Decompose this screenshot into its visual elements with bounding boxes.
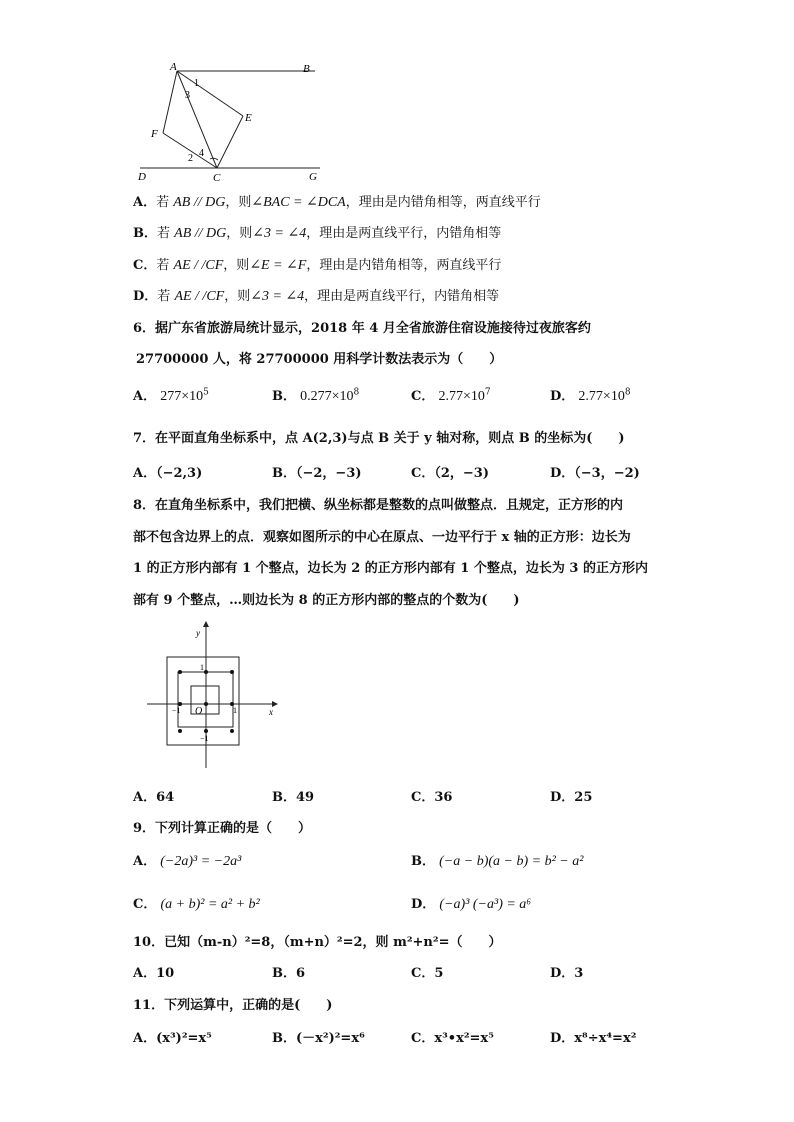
label-B: B [303, 63, 310, 75]
q7-option-c[interactable]: C．（2，−3) [411, 466, 489, 481]
option-label: B． [411, 854, 435, 869]
angle-label-1: 1 [194, 78, 199, 89]
q5-option-b[interactable] [133, 222, 501, 242]
label-F: F [151, 128, 158, 140]
label-C: C [213, 172, 221, 183]
option-label: A． [133, 854, 157, 869]
q8-stem-line1: 8．在直角坐标系中，我们把横、纵坐标都是整数的点叫做整点．且规定，正方形的内 [133, 498, 624, 513]
label-D: D [138, 171, 146, 183]
angle-label-4: 4 [199, 148, 204, 159]
option-label: D． [411, 897, 436, 912]
option-label: B． [272, 389, 296, 404]
q10-option-b[interactable]: B．6 [272, 966, 306, 981]
q10-stem: 10．已知（m-n）²=8，（m+n）²=2，则 m²+n²=（ ） [133, 935, 502, 950]
angle-label-2: 2 [188, 153, 193, 164]
angle-label-3: 3 [185, 90, 190, 101]
text: ，则 [223, 258, 250, 273]
q9-stem: 9．下列计算正确的是（ ） [133, 821, 312, 836]
q7-option-d[interactable]: D．（−3，−2) [550, 466, 640, 481]
option-label: B． [133, 226, 157, 241]
label-A: A [170, 61, 177, 73]
q10-option-d[interactable]: D．3 [550, 966, 584, 981]
math: 0.277×10 [300, 389, 354, 404]
q9-option-c[interactable] [133, 893, 260, 913]
q8-option-a[interactable]: A．64 [133, 790, 175, 805]
exponent: 8 [353, 387, 360, 398]
text: 若 [156, 258, 170, 273]
q7-option-b[interactable]: B．（−2，−3) [272, 466, 362, 481]
q9-option-d[interactable] [411, 893, 531, 913]
exponent: 8 [624, 387, 631, 398]
q6-option-a[interactable] [133, 385, 209, 405]
q11-option-a[interactable]: A．(x³)²=x⁵ [133, 1031, 212, 1046]
math: 277×10 [160, 389, 204, 404]
text: ，理由是内错角相等，两直线平行 [345, 195, 541, 210]
geometry-figure-parallel-lines [130, 58, 330, 183]
text: ，理由是两直线平行，内错角相等 [306, 226, 502, 241]
option-label: C． [411, 389, 435, 404]
text: 若 [157, 289, 171, 304]
math: ∠3 = ∠4 [250, 289, 305, 304]
text: ，则 [225, 195, 252, 210]
y-axis-label: y [196, 628, 200, 638]
text: ，理由是内错角相等，两直线平行 [306, 258, 502, 273]
math: 2.77×10 [438, 389, 485, 404]
math: ∠E = ∠F [249, 258, 307, 273]
tick-label-y1: 1 [200, 663, 204, 672]
math: ∠3 = ∠4 [252, 226, 307, 241]
x-axis-label: x [269, 707, 273, 717]
q5-option-a[interactable] [133, 191, 541, 211]
q8-stem-line3: 1 的正方形内部有 1 个整点，边长为 2 的正方形内部有 1 个整点，边长为 3 的正方形内 [133, 561, 648, 576]
math: (−2a)³ = −2a³ [160, 854, 242, 869]
label-G: G [309, 171, 317, 183]
q6-option-b[interactable] [272, 385, 359, 405]
math: AE / /CF [174, 289, 225, 304]
text: 若 [157, 226, 171, 241]
q8-stem-line2: 部不包含边界上的点．观察如图所示的中心在原点、一边平行于 x 轴的正方形：边长为 [133, 530, 631, 545]
math: (−a)³ (−a³) = a⁶ [439, 897, 532, 912]
exponent: 7 [484, 387, 491, 398]
q5-option-c[interactable] [133, 254, 501, 274]
q5-option-d[interactable] [133, 285, 499, 305]
q11-option-c[interactable]: C．x³•x²=x⁵ [411, 1031, 494, 1046]
q9-option-a[interactable] [133, 850, 241, 870]
text: 若 [156, 195, 170, 210]
text: ，则 [226, 226, 253, 241]
origin-label: O [195, 706, 203, 717]
q6-stem-line2: 27700000 人，将 27700000 用科学计数法表示为（ ） [136, 352, 503, 367]
q8-stem-line4: 部有 9 个整点，…则边长为 8 的正方形内部的整点的个数为( ) [133, 593, 520, 608]
math: AB // DG [173, 195, 226, 210]
q6-option-d[interactable] [550, 385, 631, 405]
option-label: D． [550, 389, 575, 404]
segment-ec [217, 116, 243, 168]
segment-af [163, 71, 177, 133]
option-label: C． [133, 258, 157, 273]
q8-option-d[interactable]: D．25 [550, 790, 593, 805]
option-label: A． [133, 195, 157, 210]
q7-option-a[interactable]: A．（−2,3) [133, 466, 203, 481]
q8-option-c[interactable]: C．36 [411, 790, 453, 805]
option-label: A． [133, 389, 157, 404]
q10-option-c[interactable]: C．5 [411, 966, 444, 981]
q11-option-d[interactable]: D．x⁸÷x⁴=x² [550, 1031, 637, 1046]
q7-stem: 7．在平面直角坐标系中，点 A(2,3)与点 B 关于 y 轴对称，则点 B 的坐标为( ) [133, 431, 625, 446]
q11-option-b[interactable]: B．(－x²)²=x⁶ [272, 1031, 365, 1046]
math: 2.77×10 [578, 389, 625, 404]
exponent: 5 [203, 387, 209, 398]
q10-option-a[interactable]: A．10 [133, 966, 175, 981]
tick-label-yneg1: −1 [200, 734, 209, 743]
label-E: E [245, 112, 252, 124]
q6-stem-line1: 6．据广东省旅游局统计显示，2018 年 4 月全省旅游住宿设施接待过夜旅客约 [133, 321, 591, 336]
math: (a + b)² = a² + b² [160, 897, 260, 912]
q11-stem: 11．下列运算中，正确的是( ) [133, 998, 333, 1013]
q9-option-b[interactable] [411, 850, 583, 870]
text: ，则 [224, 289, 251, 304]
math: ∠BAC = ∠DCA [251, 195, 346, 210]
tick-label-x1: 1 [233, 706, 237, 715]
tick-label-xneg1: −1 [172, 706, 181, 715]
coordinate-squares-figure [145, 618, 285, 770]
q6-option-c[interactable] [411, 385, 491, 405]
option-label: D． [133, 289, 158, 304]
math: (−a − b)(a − b) = b² − a² [439, 854, 584, 869]
q8-option-b[interactable]: B．49 [272, 790, 315, 805]
option-label: C． [133, 897, 157, 912]
math: AE / /CF [173, 258, 224, 273]
math: AB // DG [174, 226, 227, 241]
text: ，理由是两直线平行，内错角相等 [304, 289, 500, 304]
